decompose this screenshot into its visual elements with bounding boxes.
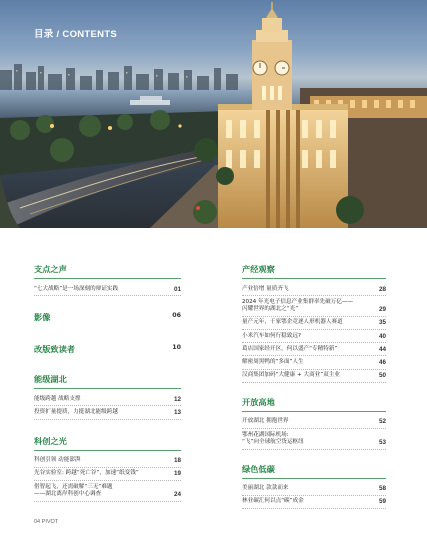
contents-section: [242, 264, 386, 383]
contents-entry[interactable]: [34, 406, 181, 419]
contents-left-column: [34, 264, 181, 502]
entry-title: “七大战略”是一场深刻的辩证实践: [34, 285, 119, 292]
entry-title: 科创引领 动能澎湃: [34, 457, 81, 464]
section-heading: 开放高地: [242, 397, 386, 412]
entry-title: 能级跨越 战略支撑: [34, 395, 81, 402]
page-number: 12: [173, 395, 181, 403]
page-number: 06: [172, 312, 181, 320]
entry-title: 量产元年，千家鄂企竞逐人形机器人赛道: [242, 319, 343, 326]
page-number: 40: [378, 332, 386, 340]
contents-entry[interactable]: [242, 317, 386, 330]
entry-title: 产业倍增 量质齐飞: [242, 285, 289, 292]
entry-title: 美丽湖北 款款而来: [242, 485, 289, 492]
contents-section: [34, 344, 181, 358]
page-number: 46: [378, 358, 386, 366]
section-heading-label: 改版致读者: [34, 344, 75, 355]
section-heading: [34, 312, 181, 326]
contents-entry[interactable]: [242, 416, 386, 429]
page-number: 35: [378, 319, 386, 327]
page-number: 10: [172, 344, 181, 352]
entry-title: 汉商集团加码“大健康 + 大商业”双主业: [242, 372, 340, 379]
page-number: 58: [378, 485, 386, 493]
entry-title: 小米汽车如何行稳致远?: [242, 332, 301, 339]
page-number: 50: [378, 372, 386, 380]
cover-photo: [0, 0, 427, 228]
entry-title: 开放湖北 拥抱世界: [242, 418, 289, 425]
entry-title: 光谷实验室: 跨越“死亡谷”，加速“纸变钱”: [34, 470, 139, 477]
section-heading-label: 影像: [34, 312, 51, 323]
contents-entry[interactable]: [34, 468, 181, 481]
entry-title: 林业碳汇何以点“碳”成金: [242, 498, 304, 505]
page-number: 59: [378, 498, 386, 506]
contents-entry[interactable]: [34, 393, 181, 406]
page-number: 29: [378, 306, 386, 314]
contents-section: [34, 264, 181, 296]
page-number: 18: [173, 457, 181, 465]
section-heading: 科创之光: [34, 436, 181, 451]
page-number: 24: [173, 490, 181, 498]
contents-entry[interactable]: [242, 296, 386, 317]
contents-section: [242, 464, 386, 509]
page-number: 13: [173, 408, 181, 416]
entry-title: 解密周黑鸭的“多面”人生: [242, 358, 304, 365]
page-number: 52: [378, 418, 386, 426]
entry-title: 投资扩量提质，力挺湖北能级跨越: [34, 408, 118, 415]
contents-section: [34, 312, 181, 326]
page-number: 28: [378, 285, 386, 293]
contents-entry[interactable]: [242, 343, 386, 356]
entry-title: 借智起飞，还需破解“三无”难题 ——湖北离岸科创中心调查: [34, 483, 113, 497]
section-heading: 绿色低碳: [242, 464, 386, 479]
section-heading: 能级湖北: [34, 374, 181, 389]
contents-section: [242, 397, 386, 450]
contents-entry[interactable]: [242, 356, 386, 369]
contents-right-column: [242, 264, 386, 509]
section-heading: [34, 344, 181, 358]
contents-entry[interactable]: [242, 283, 386, 296]
section-heading: 支点之声: [34, 264, 181, 279]
entry-title: 葛店国家经开区，何以盛产“专精特新”: [242, 345, 338, 352]
contents-entry[interactable]: [242, 370, 386, 383]
page-number: 53: [378, 438, 386, 446]
contents-entry[interactable]: [34, 455, 181, 468]
page-number: 01: [173, 285, 181, 293]
contents-entry[interactable]: [242, 330, 386, 343]
page-number: 19: [173, 470, 181, 478]
contents-entry[interactable]: [242, 429, 386, 450]
contents-section: [34, 374, 181, 419]
page-title: 目录 / CONTENTS: [34, 29, 118, 40]
contents-entry[interactable]: [242, 483, 386, 496]
contents-entry[interactable]: [34, 481, 181, 502]
contents-entry[interactable]: [34, 283, 181, 296]
page-number: 44: [378, 345, 386, 353]
entry-title: 鄂州花湖国际机场: “飞”向全球航空货运枢纽: [242, 431, 304, 445]
contents-section: [34, 436, 181, 502]
section-heading: 产经观察: [242, 264, 386, 279]
contents-entry[interactable]: [242, 496, 386, 509]
entry-title: 2024 年光电子信息产业集群率先破万亿—— 闪耀世界的湖北之“光”: [242, 298, 354, 313]
page-footer: 04 PIVOT: [34, 519, 59, 525]
